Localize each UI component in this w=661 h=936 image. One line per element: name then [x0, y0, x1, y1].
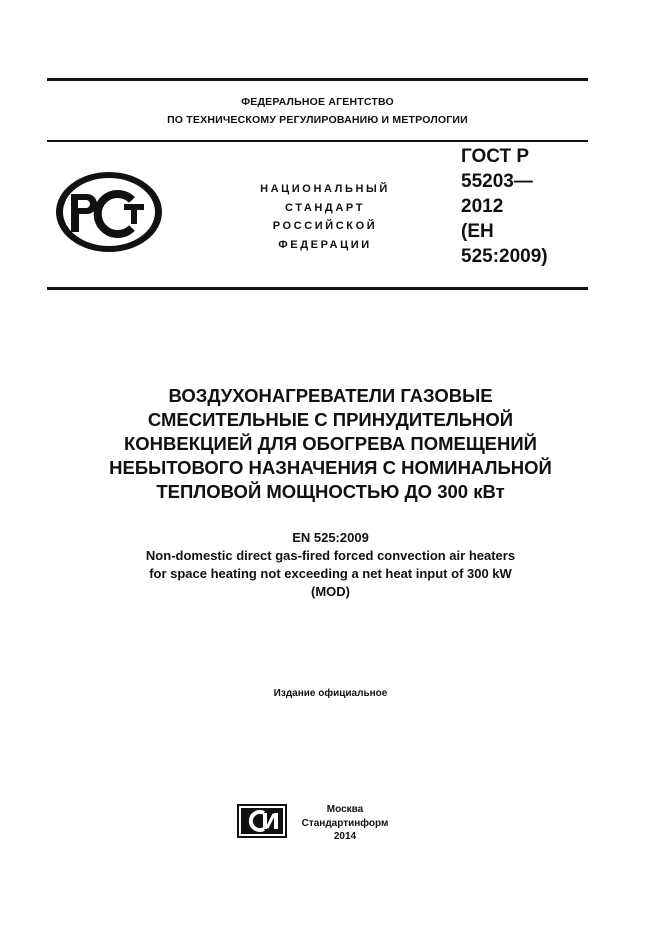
national-standard-line: РОССИЙСКОЙ [272, 220, 378, 232]
designation-line: 2012 [461, 196, 504, 217]
official-edition-label: Издание официальное [273, 688, 388, 699]
publisher-name: Стандартинформ [301, 817, 389, 829]
publisher-city: Москва [326, 804, 364, 815]
publication-year: 2014 [333, 831, 357, 842]
national-standard-line: НАЦИОНАЛЬНЫЙ [260, 183, 390, 195]
designation-line: 525:2009) [461, 246, 548, 267]
top-rule [47, 78, 588, 81]
rst-certification-mark-icon [54, 170, 164, 254]
title-line: СМЕСИТЕЛЬНЫЕ С ПРИНУДИТЕЛЬНОЙ [147, 409, 514, 430]
standartinform-logo-icon [237, 804, 287, 838]
designation-line: 55203— [461, 171, 533, 192]
agency-name-line1: ФЕДЕРАЛЬНОЕ АГЕНТСТВО [241, 96, 394, 108]
title-line: ТЕПЛОВОЙ МОЩНОСТЬЮ ДО 300 кВт [156, 481, 505, 502]
english-code: EN 525:2009 [292, 530, 369, 545]
designation-line: (ЕН [461, 221, 494, 242]
english-title-line: for space heating not exceeding a net heat input of 300 kW [149, 566, 512, 581]
title-line: КОНВЕКЦИЕЙ ДЛЯ ОБОГРЕВА ПОМЕЩЕНИЙ [124, 433, 537, 454]
national-standard-line: СТАНДАРТ [284, 201, 366, 214]
english-title-line: Non-domestic direct gas-fired forced convection air heaters [145, 548, 516, 563]
national-standard-line: ФЕДЕРАЦИИ [278, 238, 372, 251]
document-title [47, 384, 614, 504]
middle-rule [47, 140, 588, 142]
agency-name-line2: ПО ТЕХНИЧЕСКОМУ РЕГУЛИРОВАНИЮ И МЕТРОЛОГИИ [167, 114, 468, 126]
national-standard-label [225, 180, 425, 254]
publisher-block [290, 803, 400, 844]
title-line: ВОЗДУХОНАГРЕВАТЕЛИ ГАЗОВЫЕ [168, 385, 493, 406]
standard-designation [461, 144, 581, 269]
english-mod-label: (MOD) [311, 584, 350, 599]
bottom-rule [47, 287, 588, 290]
title-line: НЕБЫТОВОГО НАЗНАЧЕНИЯ С НОМИНАЛЬНОЙ [109, 457, 552, 478]
english-title [47, 529, 614, 601]
designation-line: ГОСТ Р [461, 146, 530, 167]
